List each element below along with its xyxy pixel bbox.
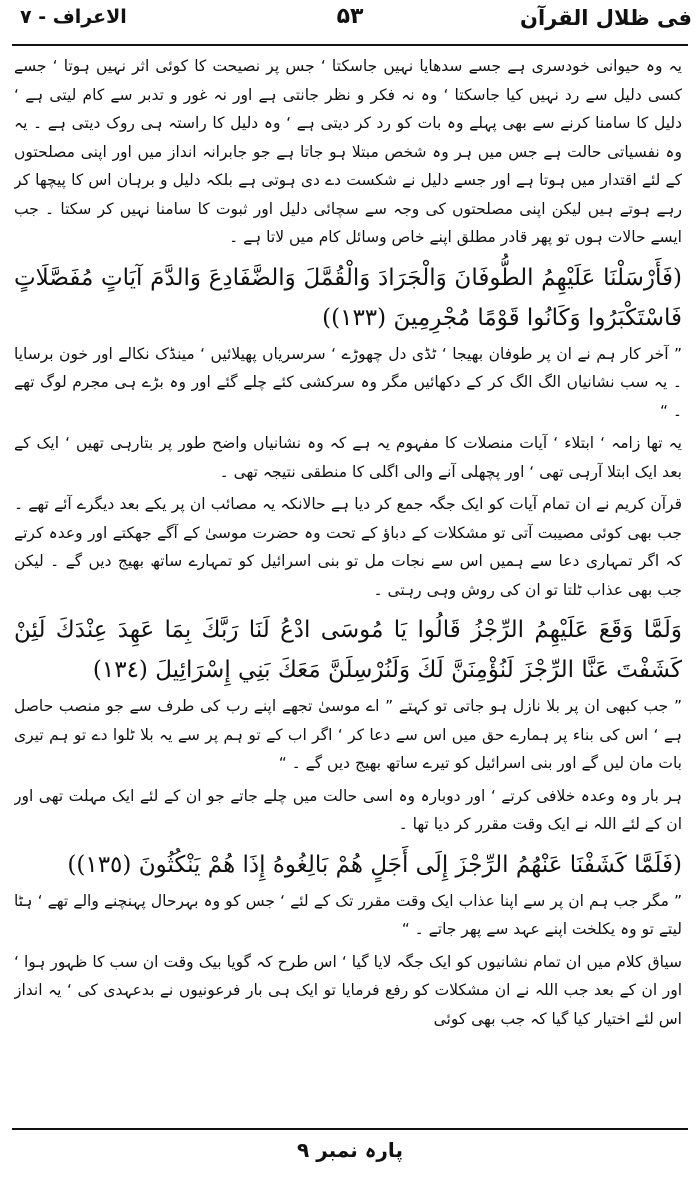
surah-title: الاعراف - ۷ <box>20 6 127 28</box>
page-number: ۵۳ <box>336 4 364 29</box>
verse-translation: ” آخر کار ہم نے ان پر طوفان بھیجا ‘ ٹڈی دل چھوڑے ‘ سرسریاں پھیلائیں ‘ مینڈک نکالے اور خون برسایا ۔ یہ سب نشانیاں الگ الگ کر کے دکھائیں مگر وہ سرکشی کئے چلے گئے اور وہ بڑے ہی مجرم لوگ تھے ۔ “ <box>14 344 682 420</box>
paragraph: یہ تھا زامہ ‘ ابتلاء ‘ آیات منصلات کا مفہوم یہ ہے کہ وہ نشانیاں واضح طور پر بتارہی تھیں ‘ ایک کے بعد ایک ابتلا آرہی تھی ‘ اور پچھلی آنے والی اگلی کا منطقی نتیجہ تھی ۔ <box>14 434 682 481</box>
verse-translation: ” مگر جب ہم ان پر سے اپنا عذاب ایک وقت مقرر تک کے لئے ‘ جس کو وہ بہرحال پہنچنے والے تھے ‘ ہٹا لیتے تو وہ یکلخت اپنے عہد سے پھر جاتے ۔ “ <box>14 891 682 938</box>
para-number: پارہ نمبر ۹ <box>297 1138 403 1162</box>
quran-verse: وَلَمَّا وَقَعَ عَلَيْهِمُ الرِّجْزُ قَالُوا يَا مُوسَى ادْعُ لَنَا رَبَّكَ بِمَا عَهِدَ عِنْدَكَ لَئِنْ كَشَفْتَ عَنَّا الرِّجْزَ لَنُؤْمِنَنَّ لَكَ وَلَنُرْسِلَنَّ مَعَكَ بَنِي إِسْرَائِيلَ (١٣٤) <box>14 617 682 683</box>
running-title: فی ظلال القرآن <box>520 6 692 30</box>
paragraph: سیاق کلام میں ان تمام نشانیوں کو ایک جگہ لایا گیا ‘ اس طرح کہ گویا بیک وقت ان سب کا ظہور ہوا ‘ اور ان کے بعد جب اللہ نے ان مشکلات کو رفع فرمایا تو ایک ہی بار فرعونیوں نے بدعہدی کی ‘ یہ انداز اس لئے اختیار کیا گیا کہ جب بھی کوئی <box>14 952 682 1028</box>
quran-verse: (فَأَرْسَلْنَا عَلَيْهِمُ الطُّوفَانَ وَالْجَرَادَ وَالْقُمَّلَ وَالضَّفَادِعَ وَالدَّمَ آيَاتٍ مُفَصَّلَاتٍ فَاسْتَكْبَرُوا وَكَانُوا قَوْمًا مُجْرِمِينَ (١٣٣)) <box>14 264 682 331</box>
quran-verse: (فَلَمَّا كَشَفْنَا عَنْهُمُ الرِّجْزَ إِلَى أَجَلٍ هُمْ بَالِغُوهُ إِذَا هُمْ يَنْكُثُونَ (١٣٥)) <box>67 851 682 878</box>
page-body <box>14 52 682 1118</box>
paragraph: ہر بار وہ وعدہ خلافی کرتے ‘ اور دوبارہ وہ اسی حالت میں چلے جاتے جو ان کے لئے ایک مہلت تھی اور ان کے لئے اللہ نے ایک وقت مقرر کر دیا تھا ۔ <box>14 786 682 833</box>
verse-translation: ” جب کبھی ان پر بلا نازل ہو جاتی تو کہتے ” اے موسیٰ تجھے اپنے رب کی طرف سے جو منصب حاصل ہے ‘ اس کی بناء پر ہمارے حق میں اس سے دعا کر ‘ اگر اب کے تو ہم پر سے یہ بلا ٹلوا دے تو ہم تیری بات مان لیں گے اور بنی اسرائیل کو تیرے ساتھ بھیج دیں گے ۔ “ <box>14 697 682 772</box>
footer-rule <box>12 1128 688 1130</box>
header-rule <box>12 44 688 46</box>
paragraph: یہ وہ حیوانی خودسری ہے جسے سدھایا نہیں جاسکتا ‘ جس پر نصیحت کا کوئی اثر نہیں ہوتا ‘ جسے کسی دلیل سے رد نہیں کیا جاسکتا ‘ وہ نہ فکر و نظر جانتی ہے اور نہ غور و تدبر سے کام لیتی ہے ‘ دلیل کا سامنا کرنے سے بھی پہلے وہ بات کو رد کر دیتی ہے ‘ وہ دلیل کا راستہ ہی روک دیتی ہے ۔ یہ وہ نفسیاتی حالت ہے جس میں ہر وہ شخص مبتلا ہو جاتا ہے جو جابرانہ انداز میں اور اپنی مصلحتوں کے لئے اقتدار میں ہوتا ہے اور جسے دلیل نے شکست دے دی ہوتی ہے بلکہ دلیل و برہان اس کا پیچھا کر رہے ہوتے ہیں لیکن اپنی مصلحتوں کی وجہ سے سچائی دلیل اور ثبوت کا سامنا نہیں کر سکتا ۔ جب ایسے حالات ہوں تو پھر قادر مطلق اپنے خاص وسائل کام میں لاتا ہے ۔ <box>14 57 682 246</box>
paragraph: قرآن کریم نے ان تمام آیات کو ایک جگہ جمع کر دیا ہے حالانکہ یہ مصائب ان پر یکے بعد دیگرے آئے تھے ۔ جب بھی کوئی مصیبت آتی تو مشکلات کے دباؤ کے تحت وہ حضرت موسیٰ کے آگے جھکتے اور وعدہ کرتے کہ اگر تمہاری دعا سے ہمیں اس سے نجات مل تو بنی اسرائیل کو تمہارے ساتھ بھیج دیں گے ۔ لیکن جب بھی عذاب ٹلتا تو ان کی روش وہی رہتی ۔ <box>14 495 682 599</box>
page-header <box>0 0 700 46</box>
